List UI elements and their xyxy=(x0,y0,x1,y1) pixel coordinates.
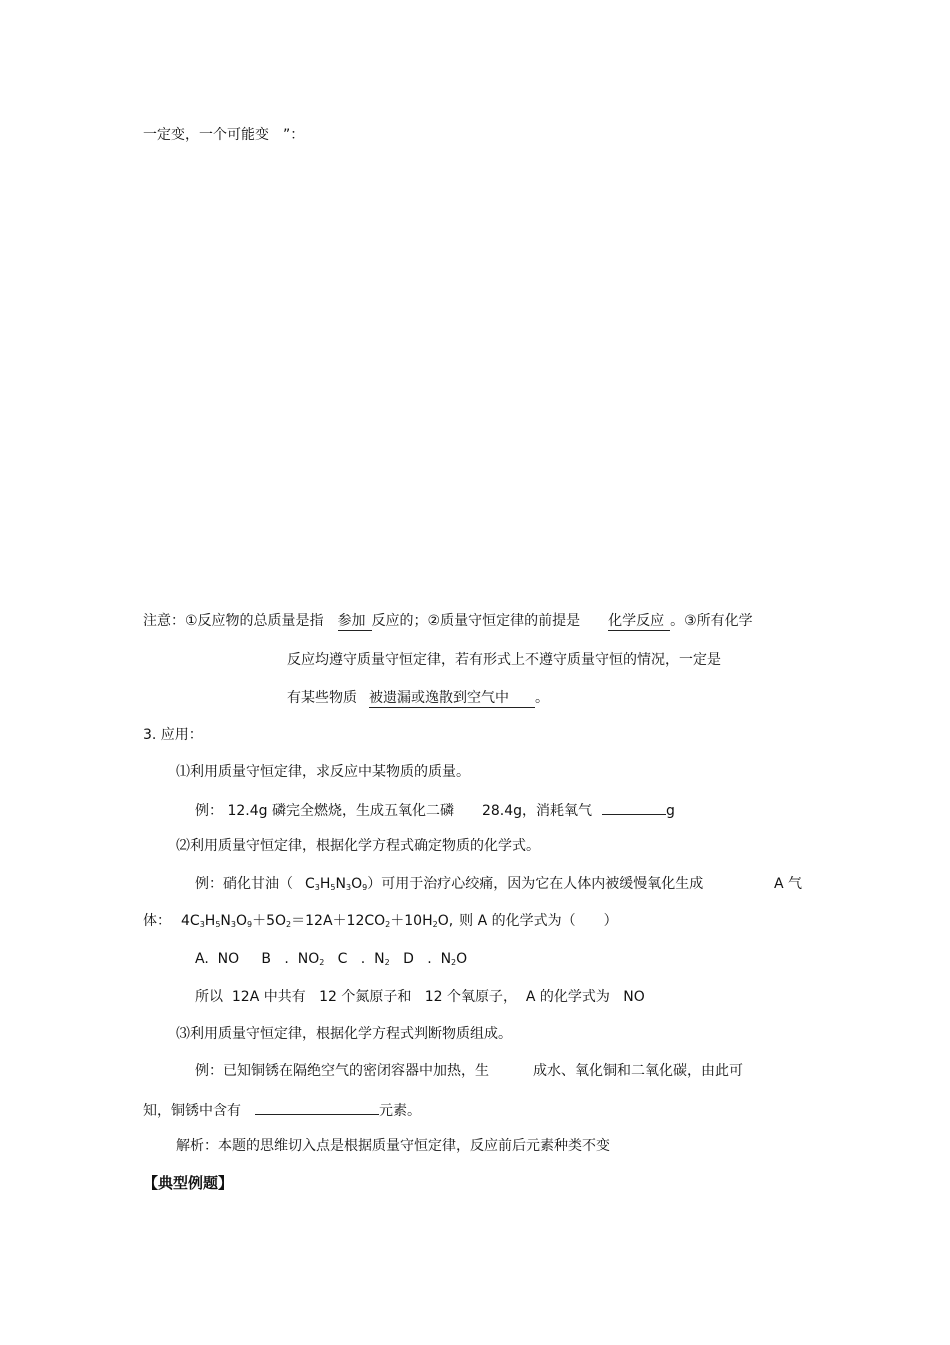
reaction-equation: $4C_3H_5N_3O_9+5O_2=12A+12CO_2+10H_2O$, xyxy=(181,913,454,929)
blank-participate: 参加 xyxy=(338,612,372,631)
item-1-title: ⑴利用质量守恒定律，求反应中某物质的质量。 xyxy=(176,764,470,780)
item-2-example-line-2 xyxy=(143,912,618,934)
blank-elements xyxy=(255,1100,379,1115)
typical-examples-heading: 【典型例题】 xyxy=(143,1174,234,1192)
item-2-ex-b: ）可用于治疗心绞痛，因为它在人体内被缓慢氧化生成 xyxy=(367,876,704,892)
intro-line: 一定变，一个可能变 ”： xyxy=(143,127,305,143)
item-3-example-line-1 xyxy=(195,1062,743,1080)
note-text-1c: 。③所有化学 xyxy=(670,613,753,629)
item-1-example-b: 28.4g，消耗氧气 xyxy=(481,803,593,819)
item-3-analysis: 解析：本题的思维切入点是根据质量守恒定律，反应前后元素种类不变 xyxy=(176,1138,610,1154)
item-2-title: ⑵利用质量守恒定律，根据化学方程式确定物质的化学式。 xyxy=(176,838,540,854)
item-2-ex-a: 例：硝化甘油（ xyxy=(195,876,293,892)
blank-chemical-reaction: 化学反应 xyxy=(608,612,670,631)
item-2-ex-c: A 气 xyxy=(774,876,803,892)
note-text-3b: 。 xyxy=(535,690,549,706)
note-text-1a: ①反应物的总质量是指 xyxy=(185,613,324,629)
item-3-ex-b: 成水、氧化铜和二氧化碳，由此可 xyxy=(533,1063,743,1079)
item-3-example-line-2 xyxy=(143,1100,421,1120)
nitroglycerin-formula: $C_3H_5N_3O_9$ xyxy=(305,876,368,892)
item-2-answer: 所以 12A 中共有 12 个氮原子和 12 个氧原子， A 的化学式为 NO xyxy=(195,989,645,1005)
item-2-line2-b: 则 A 的化学式为（ ） xyxy=(459,913,618,929)
note-label: 注意： xyxy=(143,613,185,629)
item-1-example xyxy=(195,800,675,820)
item-3-line2-a: 知，铜锈中含有 xyxy=(143,1103,241,1119)
blank-oxygen-mass xyxy=(602,800,666,815)
note-line-2: 反应均遵守质量守恒定律，若有形式上不遵守质量守恒的情况，一定是 xyxy=(287,652,721,668)
item-3-ex-a: 例：已知铜锈在隔绝空气的密闭容器中加热，生 xyxy=(195,1063,489,1079)
item-1-example-a: 例： 12.4g 磷完全燃烧，生成五氧化二磷 xyxy=(195,803,454,819)
note-text-1b: 反应的；②质量守恒定律的前提是 xyxy=(371,613,581,629)
blank-escaped: 被遗漏或逸散到空气中 xyxy=(369,689,535,708)
section-3-heading: 3. 应用： xyxy=(143,727,203,743)
item-3-title: ⑶利用质量守恒定律，根据化学方程式判断物质组成。 xyxy=(176,1026,512,1042)
item-3-line2-b: 元素。 xyxy=(379,1103,421,1119)
item-2-example-line-1 xyxy=(195,875,703,897)
note-text-3a: 有某些物质 xyxy=(287,690,357,706)
note-line-1 xyxy=(143,612,753,631)
note-line-3 xyxy=(287,689,549,708)
item-2-options: A. NO B . $NO_2$ C . $N_2$ D . $N_2O$ xyxy=(195,951,468,967)
item-1-unit: g xyxy=(666,803,675,819)
item-2-line2-a: 体： xyxy=(143,913,171,929)
